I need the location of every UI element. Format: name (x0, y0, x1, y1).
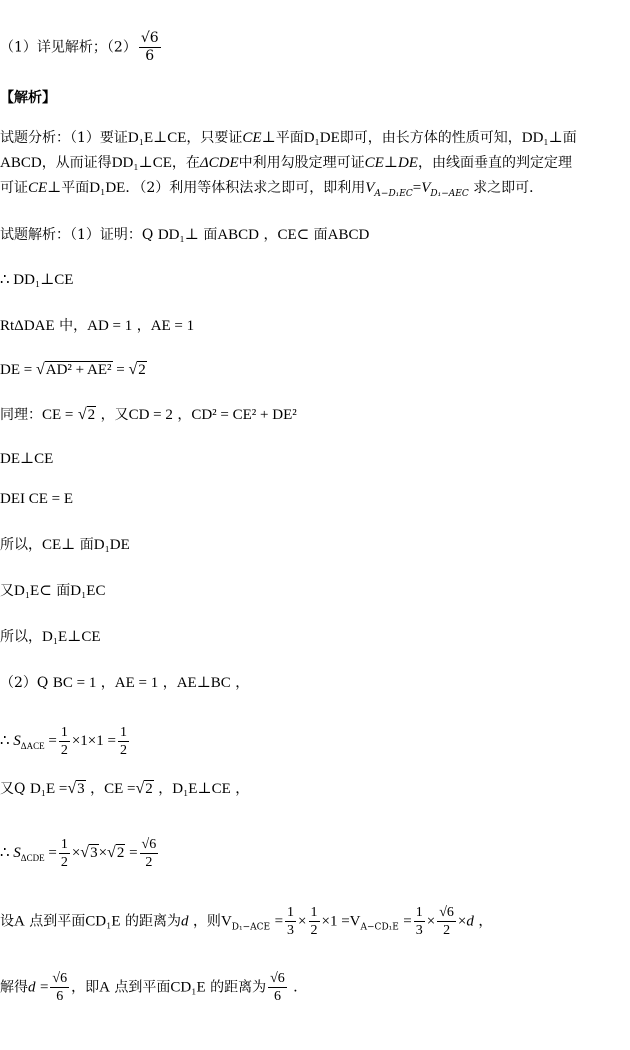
analysis-line-1: 试题分析：（1）要证D₁E⊥CE，只要证CE⊥平面D₁DE即可，由长方体的性质可知，DD₁⊥面 (0, 130, 577, 146)
solution-line-4: DE = √AD² + AE² = √2 (0, 361, 146, 378)
solution-line-16: 解得d = $\frac{√6}{6}$ ，即A 点到平面CD₁E 的距离为 $\frac{√6}{6}$ ． (0, 971, 308, 1004)
solution-line-6: DE⊥CE (0, 451, 54, 467)
solution-line-15: 设A 点到平面CD₁E 的距离为d ，则$V_{D_1-ACE}$ = $\frac{1}{3}$ × $\frac{1}{2}$ $\times 1 =V_{A-CD_1E}$ = $\frac{1}{3}$ × $\frac{√6}{2}$ ×d ， (0, 905, 493, 938)
solution-line-10: 所以，D₁E⊥CE (0, 629, 101, 645)
solution-line-14: ∴ $S_{\Delta CDE}$ = $\frac{1}{2}$ ×√3×√2 = $\frac{√6}{2}$ (0, 837, 157, 870)
solution-line-13: 又Q D₁E =√3 ，CE =√2 ，D₁E⊥CE ， (0, 780, 250, 797)
analysis-line-3: 可证CE⊥平面D₁DE．（2）利用等体积法求之即可，即利用$V_{A-D_1EC}=V_{D_1-AEC}$ 求之即可． (0, 180, 544, 199)
solution-line-3: RtΔDAE 中，AD = 1 ，AE = 1 (0, 318, 195, 334)
answer-fraction: $\frac{√6}{6}$ (140, 30, 159, 64)
solution-line-12: ∴ $S_{\Delta ACE}$ = $\frac{1}{2}$ ×1×1 = $\frac{1}{2}$ (0, 725, 127, 758)
solution-line-2: ∴ DD₁⊥CE (0, 272, 74, 288)
solution-line-1: 试题解析：（1）证明：Q DD₁⊥ 面ABCD ，CE⊂ 面ABCD (0, 227, 370, 243)
solution-line-5: 同理：CE = √2 ，又CD = 2 ，CD² = CE² + DE² (0, 406, 297, 423)
sqrt-sum: √AD² + AE² (35, 361, 112, 378)
solution-line-8: 所以，CE⊥ 面D₁DE (0, 537, 130, 553)
solution-line-7: DEI CE = E (0, 491, 74, 507)
answer-line (0, 30, 163, 65)
solution-line-9: 又D₁E⊂ 面D₁EC (0, 583, 106, 599)
answer-part1: （1）详见解析；（2） (0, 39, 137, 56)
section-header: 【解析】 (0, 90, 56, 106)
analysis-line-2: ABCD，从而证得DD₁⊥CE，在ΔCDE中利用勾股定理可证CE⊥DE，由线面垂直的判定定理 (0, 155, 572, 171)
solution-line-11: （2）Q BC = 1 ，AE = 1 ，AE⊥BC ， (0, 675, 250, 691)
